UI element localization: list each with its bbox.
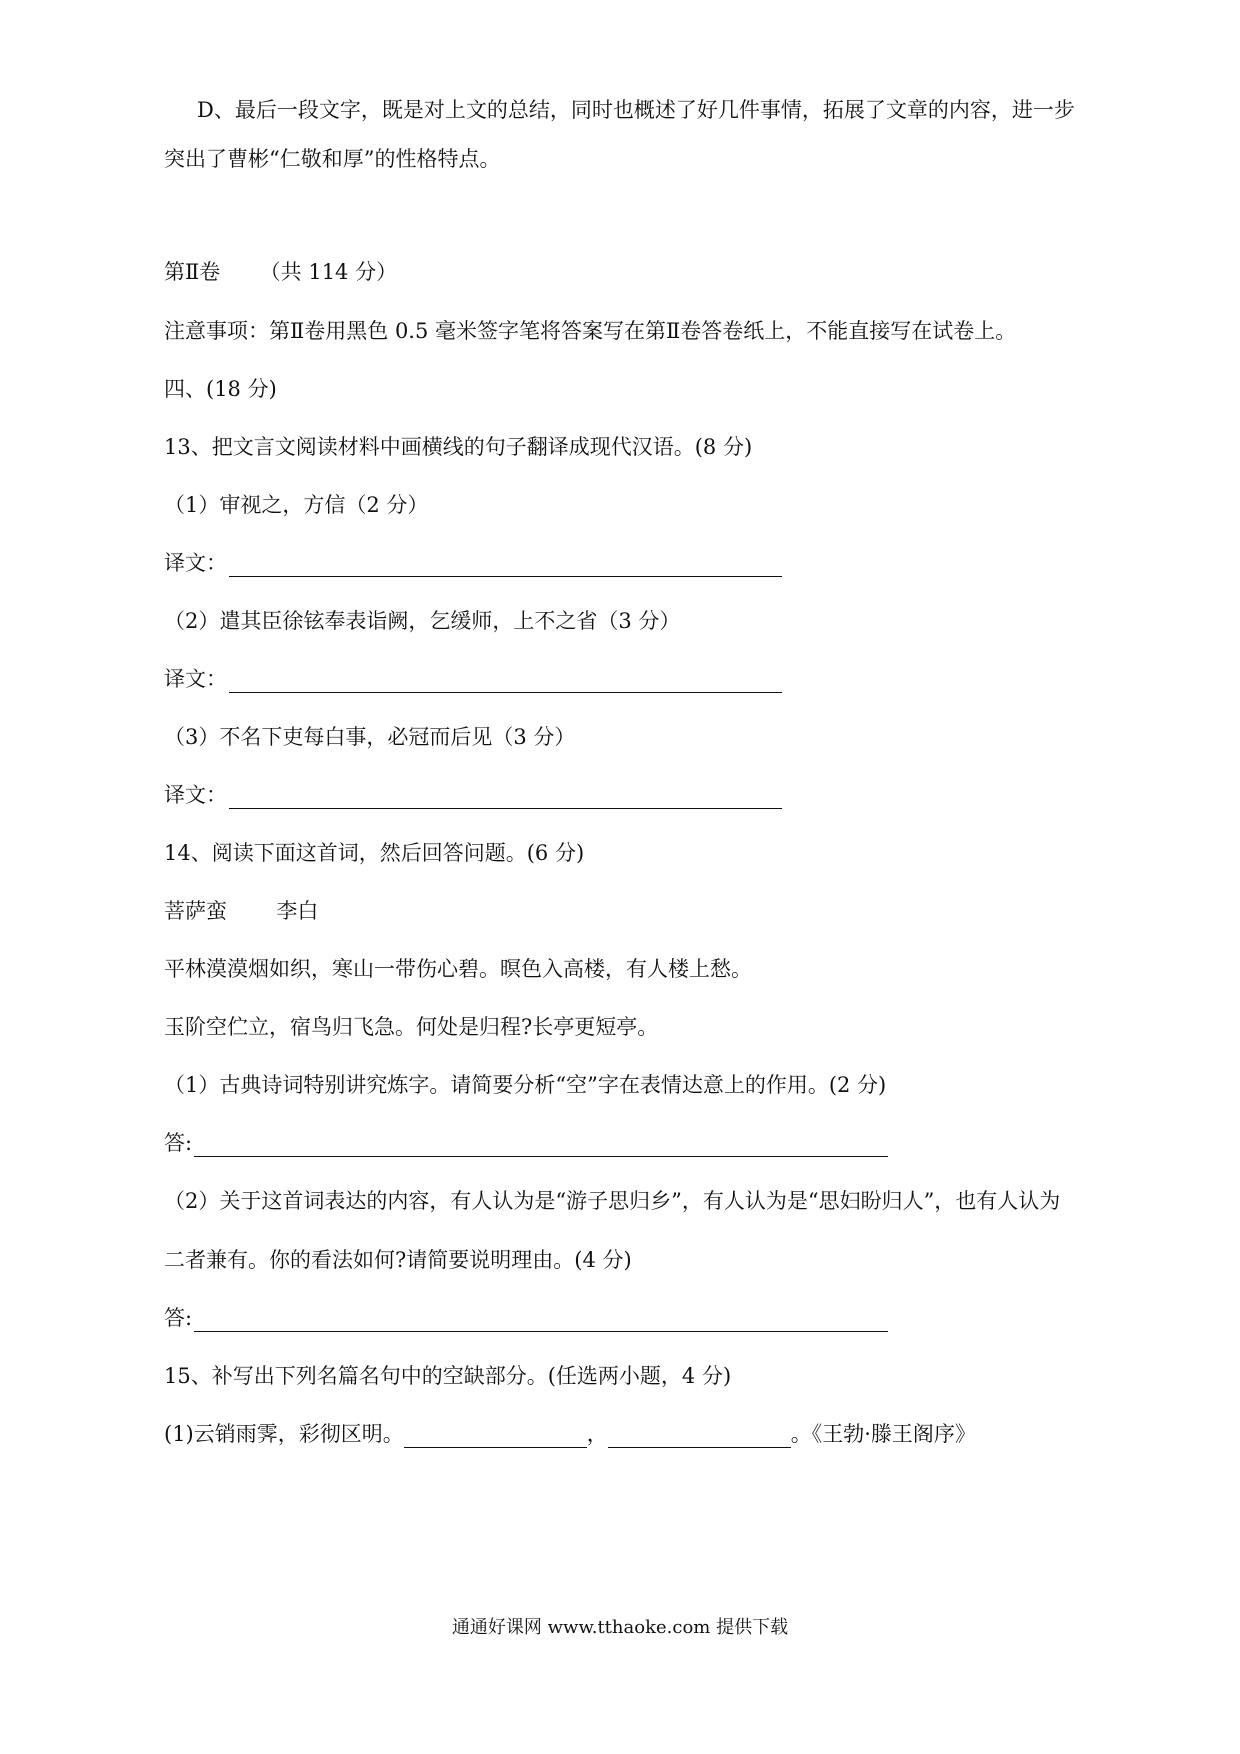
volume2-title: 第Ⅱ卷 xyxy=(164,260,221,284)
q14-prompt: 14、阅读下面这首词，然后回答问题。(6 分) xyxy=(164,841,585,865)
volume2-heading xyxy=(164,258,397,286)
q15-item1 xyxy=(164,1420,976,1448)
q14-sub2-answer xyxy=(164,1304,888,1332)
q13-item3: （3）不名下吏每白事，必冠而后见（3 分） xyxy=(164,725,576,749)
q14-poem-line2: 玉阶空伫立，宿鸟归飞急。何处是归程?长亭更短亭。 xyxy=(164,1015,659,1039)
q13-item2: （2）遣其臣徐铉奉表诣阙，乞缓师，上不之省（3 分） xyxy=(164,609,681,633)
q14-sub2-answer-label: 答: xyxy=(164,1306,193,1330)
q15-prompt: 15、补写出下列名篇名句中的空缺部分。(任选两小题，4 分) xyxy=(164,1364,732,1388)
q13-answer2-label: 译文： xyxy=(164,667,227,691)
volume2-notice: 注意事项：第Ⅱ卷用黑色 0.5 毫米签字笔将答案写在第Ⅱ卷答卷纸上，不能直接写在试卷上。 xyxy=(164,319,1017,343)
q14-poem-author: 李白 xyxy=(276,899,319,923)
q13-answer1-label: 译文： xyxy=(164,551,227,575)
q15-item1-blank2[interactable] xyxy=(608,1425,791,1448)
q14-sub1-answer-label: 答: xyxy=(164,1131,193,1155)
q14-sub2-line2: 二者兼有。你的看法如何?请简要说明理由。(4 分) xyxy=(164,1248,632,1272)
q13-item1: （1）审视之，方信（2 分） xyxy=(164,493,429,517)
q13-answer1-blank[interactable] xyxy=(229,554,782,577)
q15-item1-blank1[interactable] xyxy=(404,1425,587,1448)
q14-sub2-line1: （2）关于这首词表达的内容，有人认为是“游子思归乡”，有人认为是“思妇盼归人”，也有人认为 xyxy=(164,1189,1061,1213)
q15-item1-comma: ， xyxy=(586,1422,608,1446)
q14-sub1-answer xyxy=(164,1129,888,1157)
q13-answer3 xyxy=(164,781,782,809)
q13-answer2-blank[interactable] xyxy=(229,670,782,693)
option-d-line1: D、最后一段文字，既是对上文的总结，同时也概述了好几件事情，拓展了文章的内容，进一步 xyxy=(197,98,1075,122)
q14-sub1-answer-blank[interactable] xyxy=(194,1134,888,1157)
page-footer: 通通好课网 www.tthaoke.com 提供下载 xyxy=(451,1617,789,1638)
q14-poem-heading xyxy=(164,897,318,925)
section4-heading: 四、(18 分) xyxy=(164,377,277,401)
q14-poem-line1: 平林漠漠烟如织，寒山一带伤心碧。暝色入高楼，有人楼上愁。 xyxy=(164,957,752,981)
q14-poem-title: 菩萨蛮 xyxy=(164,899,227,923)
q15-item1-end: 。《王勃·滕王阁序》 xyxy=(790,1422,976,1446)
q13-answer3-label: 译文： xyxy=(164,783,227,807)
q14-sub2-answer-blank[interactable] xyxy=(194,1309,888,1332)
option-d-line2: 突出了曹彬“仁敬和厚”的性格特点。 xyxy=(164,147,501,171)
q14-sub1: （1）古典诗词特别讲究炼字。请简要分析“空”字在表情达意上的作用。(2 分) xyxy=(164,1073,887,1097)
q13-prompt: 13、把文言文阅读材料中画横线的句子翻译成现代汉语。(8 分) xyxy=(164,435,753,459)
q13-answer1 xyxy=(164,549,782,577)
q15-item1-start: (1)云销雨霁，彩彻区明。 xyxy=(164,1422,404,1446)
q13-answer3-blank[interactable] xyxy=(229,786,782,809)
volume2-score: （共 114 分） xyxy=(259,260,398,284)
q13-answer2 xyxy=(164,665,782,693)
